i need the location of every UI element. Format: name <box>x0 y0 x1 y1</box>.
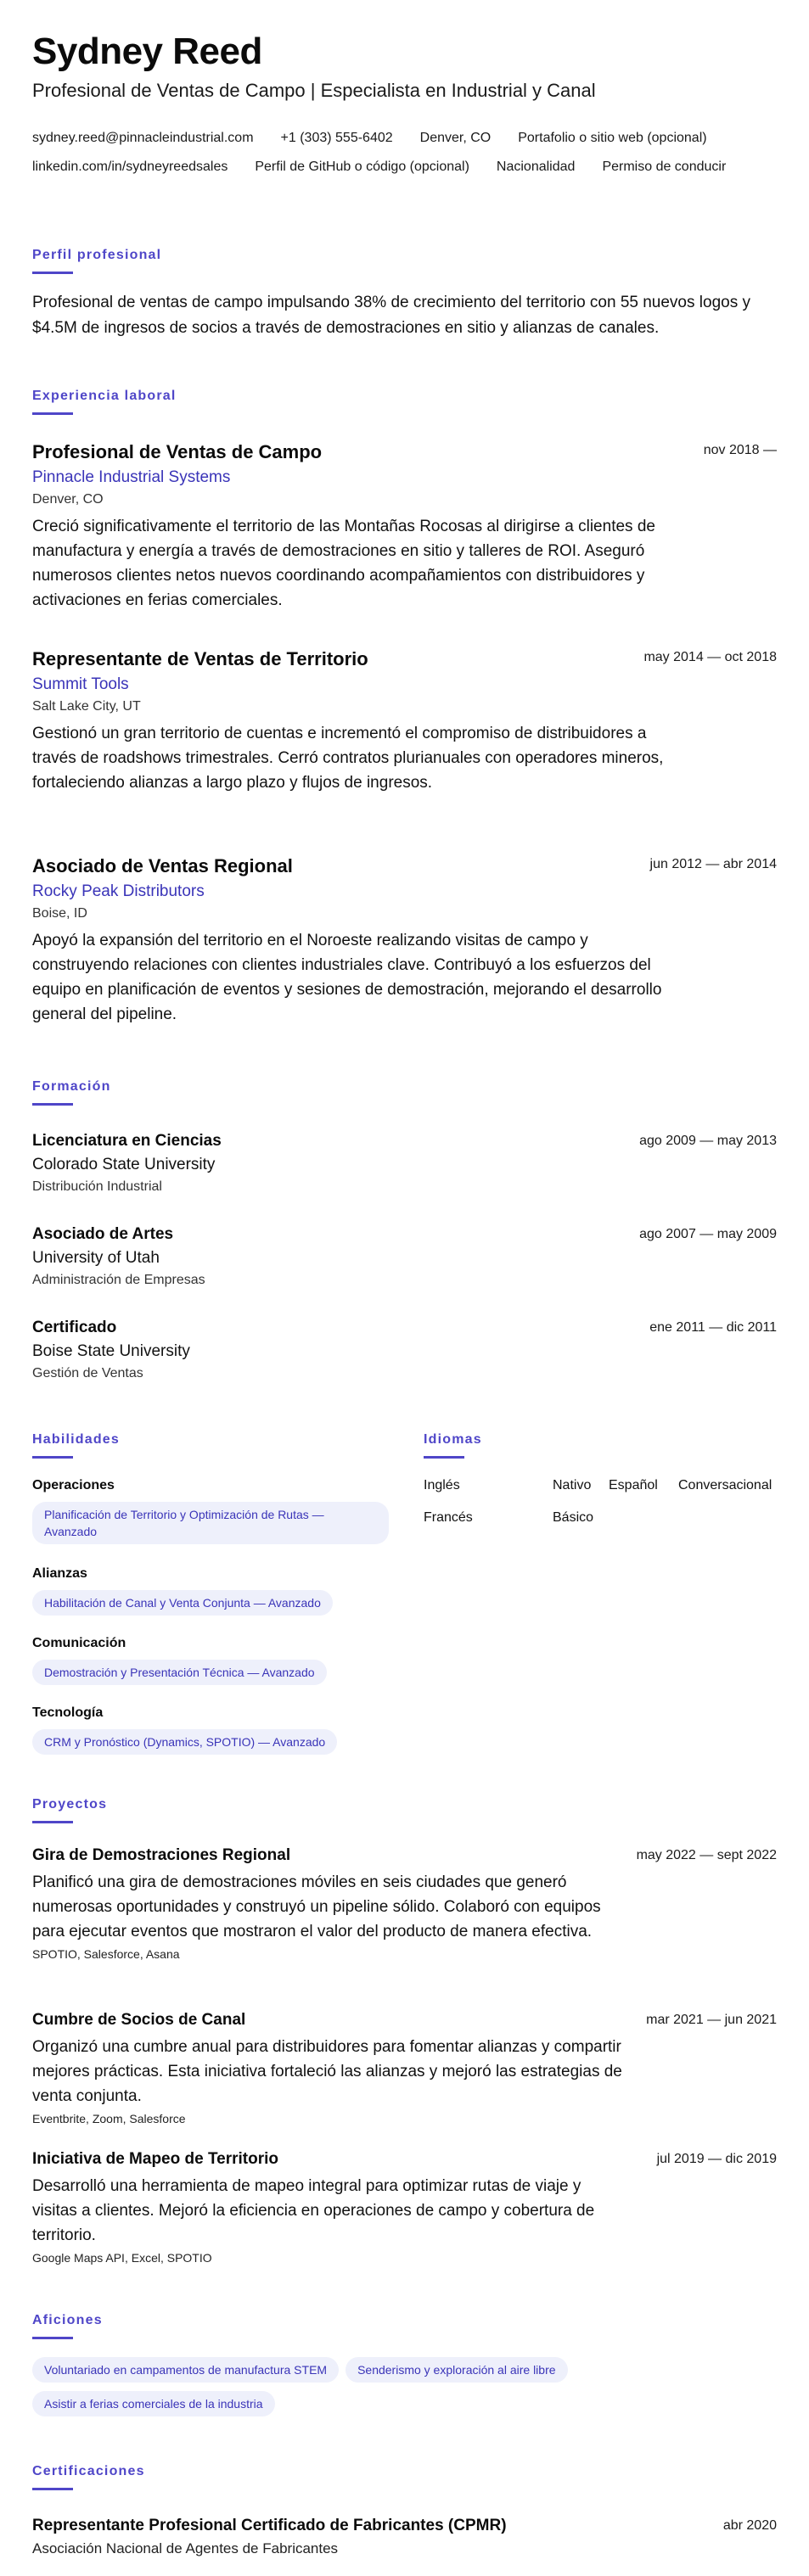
contact-github[interactable]: Perfil de GitHub o código (opcional) <box>255 160 469 174</box>
education-field: Distribución Industrial <box>32 1179 162 1194</box>
project-title: Iniciativa de Mapeo de Territorio <box>32 2150 278 2168</box>
education-dates: ago 2009 — may 2013 <box>639 1134 777 1148</box>
job-location: Denver, CO <box>32 492 104 507</box>
job-company: Rocky Peak Distributors <box>32 882 205 900</box>
section-title-languages: Idiomas <box>424 1432 482 1447</box>
experience-item <box>32 648 777 795</box>
education-school: Colorado State University <box>32 1156 216 1173</box>
education-school: University of Utah <box>32 1249 160 1267</box>
certification-item <box>32 2517 777 2557</box>
experience-item <box>32 441 777 613</box>
skill-group <box>32 1566 397 1616</box>
contact-nationality: Nacionalidad <box>496 160 576 174</box>
job-dates: jun 2012 — abr 2014 <box>649 857 777 871</box>
project-tech: Google Maps API, Excel, SPOTIO <box>32 2251 212 2265</box>
job-description: Creció significativamente el territorio de las Montañas Rocosas al dirigirse a clientes de manufactura y energía a través de demostraciones en sitio y talleres de ROI. Aseguró numerosos clientes netos nuevos coordinando acompañamientos con distribuidores y activaciones en ferias comerciales. <box>32 518 655 609</box>
language-name: Español <box>609 1478 658 1492</box>
section-title-education: Formación <box>32 1079 111 1094</box>
hobby-pill: Asistir a ferias comerciales de la industria <box>32 2391 275 2416</box>
job-description: Gestionó un gran territorio de cuentas e incrementó el compromiso de distribuidores a través de roadshows trimestrales. Cerró contratos plurianuales con operadores mineros, fortaleciendo alianzas a largo plazo y flujos de ingresos. <box>32 725 664 792</box>
candidate-headline: Profesional de Ventas de Campo | Especialista en Industrial y Canal <box>32 80 596 101</box>
section-title-skills: Habilidades <box>32 1432 121 1447</box>
job-title: Profesional de Ventas de Campo <box>32 441 323 462</box>
skill-group <box>32 1478 397 1544</box>
education-dates: ago 2007 — may 2009 <box>639 1227 777 1241</box>
project-tech: Eventbrite, Zoom, Salesforce <box>32 2112 186 2125</box>
project-item <box>32 2011 777 2125</box>
contact-location: Denver, CO <box>419 131 492 145</box>
education-dates: ene 2011 — dic 2011 <box>649 1320 777 1335</box>
skill-category: Tecnología <box>32 1705 104 1720</box>
education-degree: Asociado de Artes <box>32 1225 174 1243</box>
education-degree: Certificado <box>32 1319 117 1336</box>
project-item <box>32 2150 777 2265</box>
project-dates: jul 2019 — dic 2019 <box>656 2152 777 2166</box>
section-rule <box>32 2488 73 2490</box>
education-field: Administración de Empresas <box>32 1273 205 1287</box>
contact-phone[interactable]: +1 (303) 555-6402 <box>280 131 393 145</box>
section-title-summary: Perfil profesional <box>32 248 162 262</box>
language-level: Nativo <box>553 1478 592 1492</box>
job-location: Boise, ID <box>32 906 87 921</box>
section-title-projects: Proyectos <box>32 1797 108 1812</box>
summary-text: Profesional de ventas de campo impulsando 38% de crecimiento del territorio con 55 nuevos logos y $4.5M de ingresos de socios a través de demostraciones en sitio y alianzas de canales. <box>32 294 750 337</box>
job-description: Apoyó la expansión del territorio en el Noroeste realizando visitas de campo y construyendo relaciones con clientes industriales clave. Contribuyó a los esfuerzos del equipo en planificación de eventos y sesiones de demostración, mejorando el desarrollo general del pipeline. <box>32 932 662 1023</box>
education-school: Boise State University <box>32 1342 190 1360</box>
experience-item <box>32 855 777 1027</box>
job-company: Pinnacle Industrial Systems <box>32 468 231 486</box>
skill-group <box>32 1705 397 1755</box>
skill-pill: Habilitación de Canal y Venta Conjunta — Avanzado <box>32 1590 333 1616</box>
project-description: Desarrolló una herramienta de mapeo integral para optimizar rutas de viaje y visitas a clientes. Mejoró la eficiencia en operaciones de campo y cobertura de territorio. <box>32 2177 595 2244</box>
skill-pill: Demostración y Presentación Técnica — Avanzado <box>32 1660 327 1685</box>
project-title: Gira de Demostraciones Regional <box>32 1846 291 1864</box>
contact-list <box>32 124 779 182</box>
education-field: Gestión de Ventas <box>32 1366 143 1380</box>
certification-title: Representante Profesional Certificado de Fabricantes (CPMR) <box>32 2517 507 2534</box>
section-rule <box>32 272 73 274</box>
job-title: Representante de Ventas de Territorio <box>32 648 368 669</box>
skill-category: Operaciones <box>32 1478 115 1492</box>
section-rule <box>424 1456 464 1459</box>
skill-category: Alianzas <box>32 1566 87 1581</box>
candidate-name: Sydney Reed <box>32 31 262 72</box>
section-title-experience: Experiencia laboral <box>32 389 177 403</box>
project-description: Organizó una cumbre anual para distribuidores para fomentar alianzas y compartir mejores prácticas. Esta iniciativa fortaleció las alianzas y mejoró las estrategias de venta conjunta. <box>32 2038 622 2105</box>
certification-date: abr 2020 <box>722 2518 777 2533</box>
education-degree: Licenciatura en Ciencias <box>32 1132 222 1150</box>
language-level: Básico <box>553 1510 594 1525</box>
section-rule <box>32 1456 73 1459</box>
education-item <box>32 1132 777 1195</box>
contact-portfolio[interactable]: Portafolio o sitio web (opcional) <box>518 131 707 145</box>
contact-linkedin[interactable]: linkedin.com/in/sydneyreedsales <box>32 160 228 174</box>
skill-pill: Planificación de Territorio y Optimización de Rutas — Avanzado <box>32 1502 389 1544</box>
hobby-list <box>32 2349 777 2416</box>
skill-category: Comunicación <box>32 1636 126 1650</box>
project-dates: mar 2021 — jun 2021 <box>646 2013 777 2027</box>
project-tech: SPOTIO, Salesforce, Asana <box>32 1947 180 1961</box>
section-rule <box>32 1103 73 1106</box>
section-rule <box>32 1821 73 1823</box>
hobby-pill: Voluntariado en campamentos de manufactura STEM <box>32 2357 339 2383</box>
language-name: Inglés <box>424 1478 460 1492</box>
job-dates: may 2014 — oct 2018 <box>643 650 777 664</box>
contact-license: Permiso de conducir <box>602 160 727 174</box>
hobby-pill: Senderismo y exploración al aire libre <box>346 2357 567 2383</box>
job-title: Asociado de Ventas Regional <box>32 855 293 876</box>
section-title-hobbies: Aficiones <box>32 2313 103 2327</box>
project-title: Cumbre de Socios de Canal <box>32 2011 246 2029</box>
section-title-certifications: Certificaciones <box>32 2464 145 2478</box>
language-name: Francés <box>424 1510 473 1525</box>
section-rule <box>32 412 73 415</box>
job-company: Summit Tools <box>32 675 129 693</box>
skill-group <box>32 1636 397 1685</box>
contact-email[interactable]: sydney.reed@pinnacleindustrial.com <box>32 131 254 145</box>
project-item <box>32 1846 777 1961</box>
education-item <box>32 1319 777 1381</box>
job-location: Salt Lake City, UT <box>32 699 141 714</box>
job-dates: nov 2018 — <box>703 443 777 457</box>
project-dates: may 2022 — sept 2022 <box>636 1848 777 1862</box>
certification-org: Asociación Nacional de Agentes de Fabricantes <box>32 2540 339 2556</box>
language-level: Conversacional <box>678 1478 772 1492</box>
education-item <box>32 1225 777 1288</box>
section-rule <box>32 2337 73 2339</box>
skill-pill: CRM y Pronóstico (Dynamics, SPOTIO) — Avanzado <box>32 1729 337 1755</box>
project-description: Planificó una gira de demostraciones móviles en seis ciudades que generó numerosas oportunidades y construyó un pipeline sólido. Colaboró con equipos para ejecutar eventos que mostraron el valor del producto de manera efectiva. <box>32 1873 601 1940</box>
